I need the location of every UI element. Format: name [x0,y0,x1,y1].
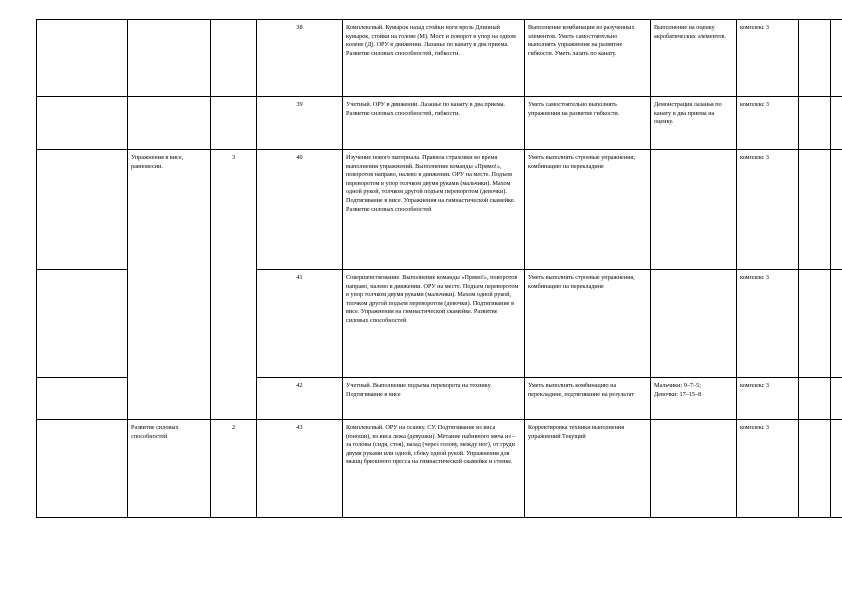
section-hours: 3 [211,150,257,420]
lesson-requirements: Уметь выполнять комбинацию на перекладине, подтягивание на результат [525,378,651,420]
lesson-homework: комплекс 3 [737,270,799,378]
empty-cell [799,270,831,378]
lesson-plan-table [36,19,842,518]
lesson-number: 42 [257,378,343,420]
empty-cell [799,20,831,97]
lesson-number: 38 [257,20,343,97]
lesson-homework: комплекс 3 [737,150,799,270]
lesson-requirements: Выполнение комбинации из разученных элементов. Уметь самостоятельно выполнять упражнения на развитие гибкости. Уметь лазать по канату. [525,20,651,97]
lesson-homework: комплекс 3 [737,420,799,518]
lesson-content: Изучение нового материала. Правила страховки во время выполнения упражнений. Выполнение команды «Прямо!», поворотов направо, налево в движении. ОРУ на месте. Подъем переворотом в упор толчком двумя руками (мальчики). Махом одной рукой, толчком другой подъем переворотом (девочки). Подтягивание в висе. Упражнения на гимнастической скамейке. Развитие силовых способностей [343,150,525,270]
lesson-number: 39 [257,97,343,150]
lesson-control [651,270,737,378]
section-title: Развитие силовых способностей [128,420,211,518]
empty-cell [799,378,831,420]
empty-cell [37,378,128,420]
section-title: Упражнения в висе, равновесии. [128,150,211,420]
empty-cell [128,20,211,97]
lesson-requirements: Уметь самостоятельно выполнять упражнения на развитие гибкости. [525,97,651,150]
empty-cell [37,420,128,518]
empty-cell [37,97,128,150]
empty-cell [799,150,831,270]
empty-cell [799,420,831,518]
table-row [37,150,842,270]
lesson-number: 43 [257,420,343,518]
lesson-homework: комплекс 3 [737,97,799,150]
table-row [37,97,842,150]
empty-cell [831,20,842,97]
lesson-requirements: Уметь выполнять строевые упражнения; комбинацию на перекладине [525,150,651,270]
empty-cell [211,97,257,150]
empty-cell [831,420,842,518]
lesson-requirements: Корректировка техники выполнения упражнений Текущий [525,420,651,518]
lesson-number: 41 [257,270,343,378]
section-hours: 2 [211,420,257,518]
empty-cell [37,150,128,270]
lesson-requirements: Уметь выполнять строевые упражнения, комбинацию на перекладине [525,270,651,378]
table-row [37,420,842,518]
empty-cell [799,97,831,150]
lesson-content: Учетный. Выполнение подъема переворота на технику. Подтягивание в висе [343,378,525,420]
empty-cell [211,20,257,97]
lesson-control [651,420,737,518]
empty-cell [831,270,842,378]
empty-cell [128,97,211,150]
empty-cell [831,150,842,270]
lesson-control: Демонстрация лазанья по канату в два приема на оценку. [651,97,737,150]
lesson-control: Мальчики: 9–7–5; Девочки: 17–15–8 [651,378,737,420]
lesson-content: Совершенствование. Выполнение команды «Прямо!», поворотов направо, налево в движении. ОРУ на месте. Подъем переворотом в упор толчком двумя руками (мальчики). Махом одной рукой, толчком другой подъем переворотом (девочки). Подтягивание в висе. Упражнения на гимнастической скамейке. Развитие силовых способностей [343,270,525,378]
lesson-homework: комплекс 3 [737,20,799,97]
lesson-content: Комплексный. Кувырок назад стойки ноги врозь Длинный кувырок, стойки на голове (М). Мост и поворот в упор на одном колене (Д). ОРУ в движении. Лазанье по канату в два приема. Развитие силовых способностей, гибкости. [343,20,525,97]
lesson-control: Выполнение на оценку акробатических элементов. [651,20,737,97]
lesson-homework: комплекс 3 [737,378,799,420]
empty-cell [831,378,842,420]
lesson-content: Учетный. ОРУ в движении. Лазанье по канату в два приема. Развитие силовых способностей, гибкости. [343,97,525,150]
lesson-control [651,150,737,270]
empty-cell [37,20,128,97]
empty-cell [37,270,128,378]
lesson-content: Комплексный. ОРУ на осанку. СУ. Подтягивание из виса (юноши), из виса лежа (девушки). Метание набивного мяча из – за головы (сидя, стоя), назад (через голову, между ног), от груди двумя руками или одной, сбоку одной рукой. Упражнения для мышц брюшного пресса на гимнастической скамейке и стенке. [343,420,525,518]
lesson-number: 40 [257,150,343,270]
empty-cell [831,97,842,150]
table-row [37,20,842,97]
